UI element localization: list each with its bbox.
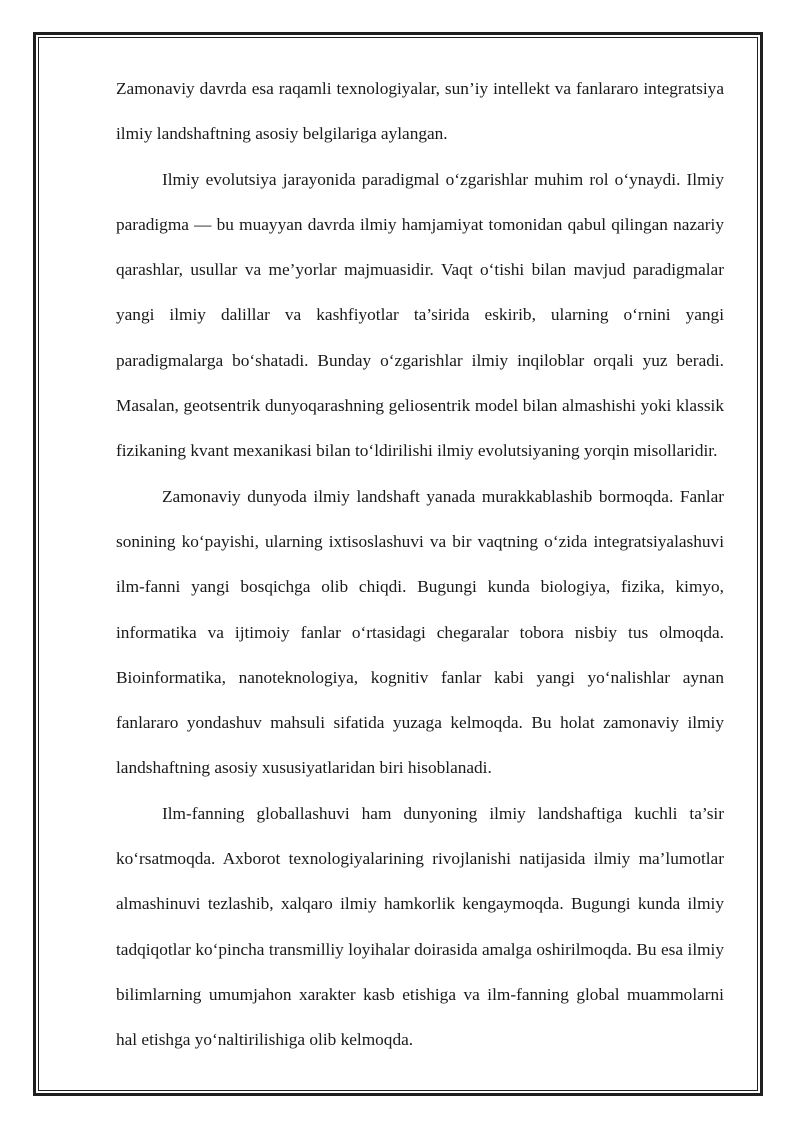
document-body xyxy=(116,66,724,1063)
paragraph-1: Zamonaviy davrda esa raqamli texnologiyalar, sun’iy intellekt va fanlararo integratsiya ilmiy landshaftning asosiy belgilariga aylangan. xyxy=(116,79,724,144)
paragraph-4: Ilm-fanning globallashuvi ham dunyoning ilmiy landshaftiga kuchli ta’sir ko‘rsatmoqda. Axborot texnologiyalarining rivojlanishi natijasida ilmiy ma’lumotlar almashinuvi tezlashib, xalqaro ilmiy hamkorlik kengaymoqda. Bugungi kunda ilmiy tadqiqotlar ko‘pincha transmilliy loyihalar doirasida amalga oshirilmoqda. Bu esa ilmiy bilimlarning umumjahon xarakter kasb etishiga va ilm-fanning global muammolarni hal etishga yo‘naltirilishiga olib kelmoqda. xyxy=(116,803,724,1050)
paragraph-2: Ilmiy evolutsiya jarayonida paradigmal o‘zgarishlar muhim rol o‘ynaydi. Ilmiy paradigma — bu muayyan davrda ilmiy hamjamiyat tomonidan qabul qilingan nazariy qarashlar, usullar va me’yorlar majmuasidir. Vaqt o‘tishi bilan mavjud paradigmalar yangi ilmiy dalillar va kashfiyotlar ta’sirida eskirib, ularning o‘rnini yangi paradigmalarga bo‘shatadi. Bunday o‘zgarishlar ilmiy inqiloblar orqali yuz beradi. Masalan, geotsentrik dunyoqarashning geliosentrik model bilan almashishi yoki klassik fizikaning kvant mexanikasi bilan to‘ldirilishi ilmiy evolutsiyaning yorqin misollaridir. xyxy=(116,169,724,461)
paragraph-3: Zamonaviy dunyoda ilmiy landshaft yanada murakkablashib bormoqda. Fanlar sonining ko‘payishi, ularning ixtisoslashuvi va bir vaqtning o‘zida integratsiyalashuvi ilm-fanni yangi bosqichga olib chiqdi. Bugungi kunda biologiya, fizika, kimyo, informatika va ijtimoiy fanlar o‘rtasidagi chegaralar tobora nisbiy tus olmoqda. Bioinformatika, nanoteknologiya, kognitiv fanlar kabi yangi yo‘nalishlar aynan fanlararo yondashuv mahsuli sifatida yuzaga kelmoqda. Bu holat zamonaviy ilmiy landshaftning asosiy xususiyatlaridan biri hisoblanadi. xyxy=(116,486,724,778)
